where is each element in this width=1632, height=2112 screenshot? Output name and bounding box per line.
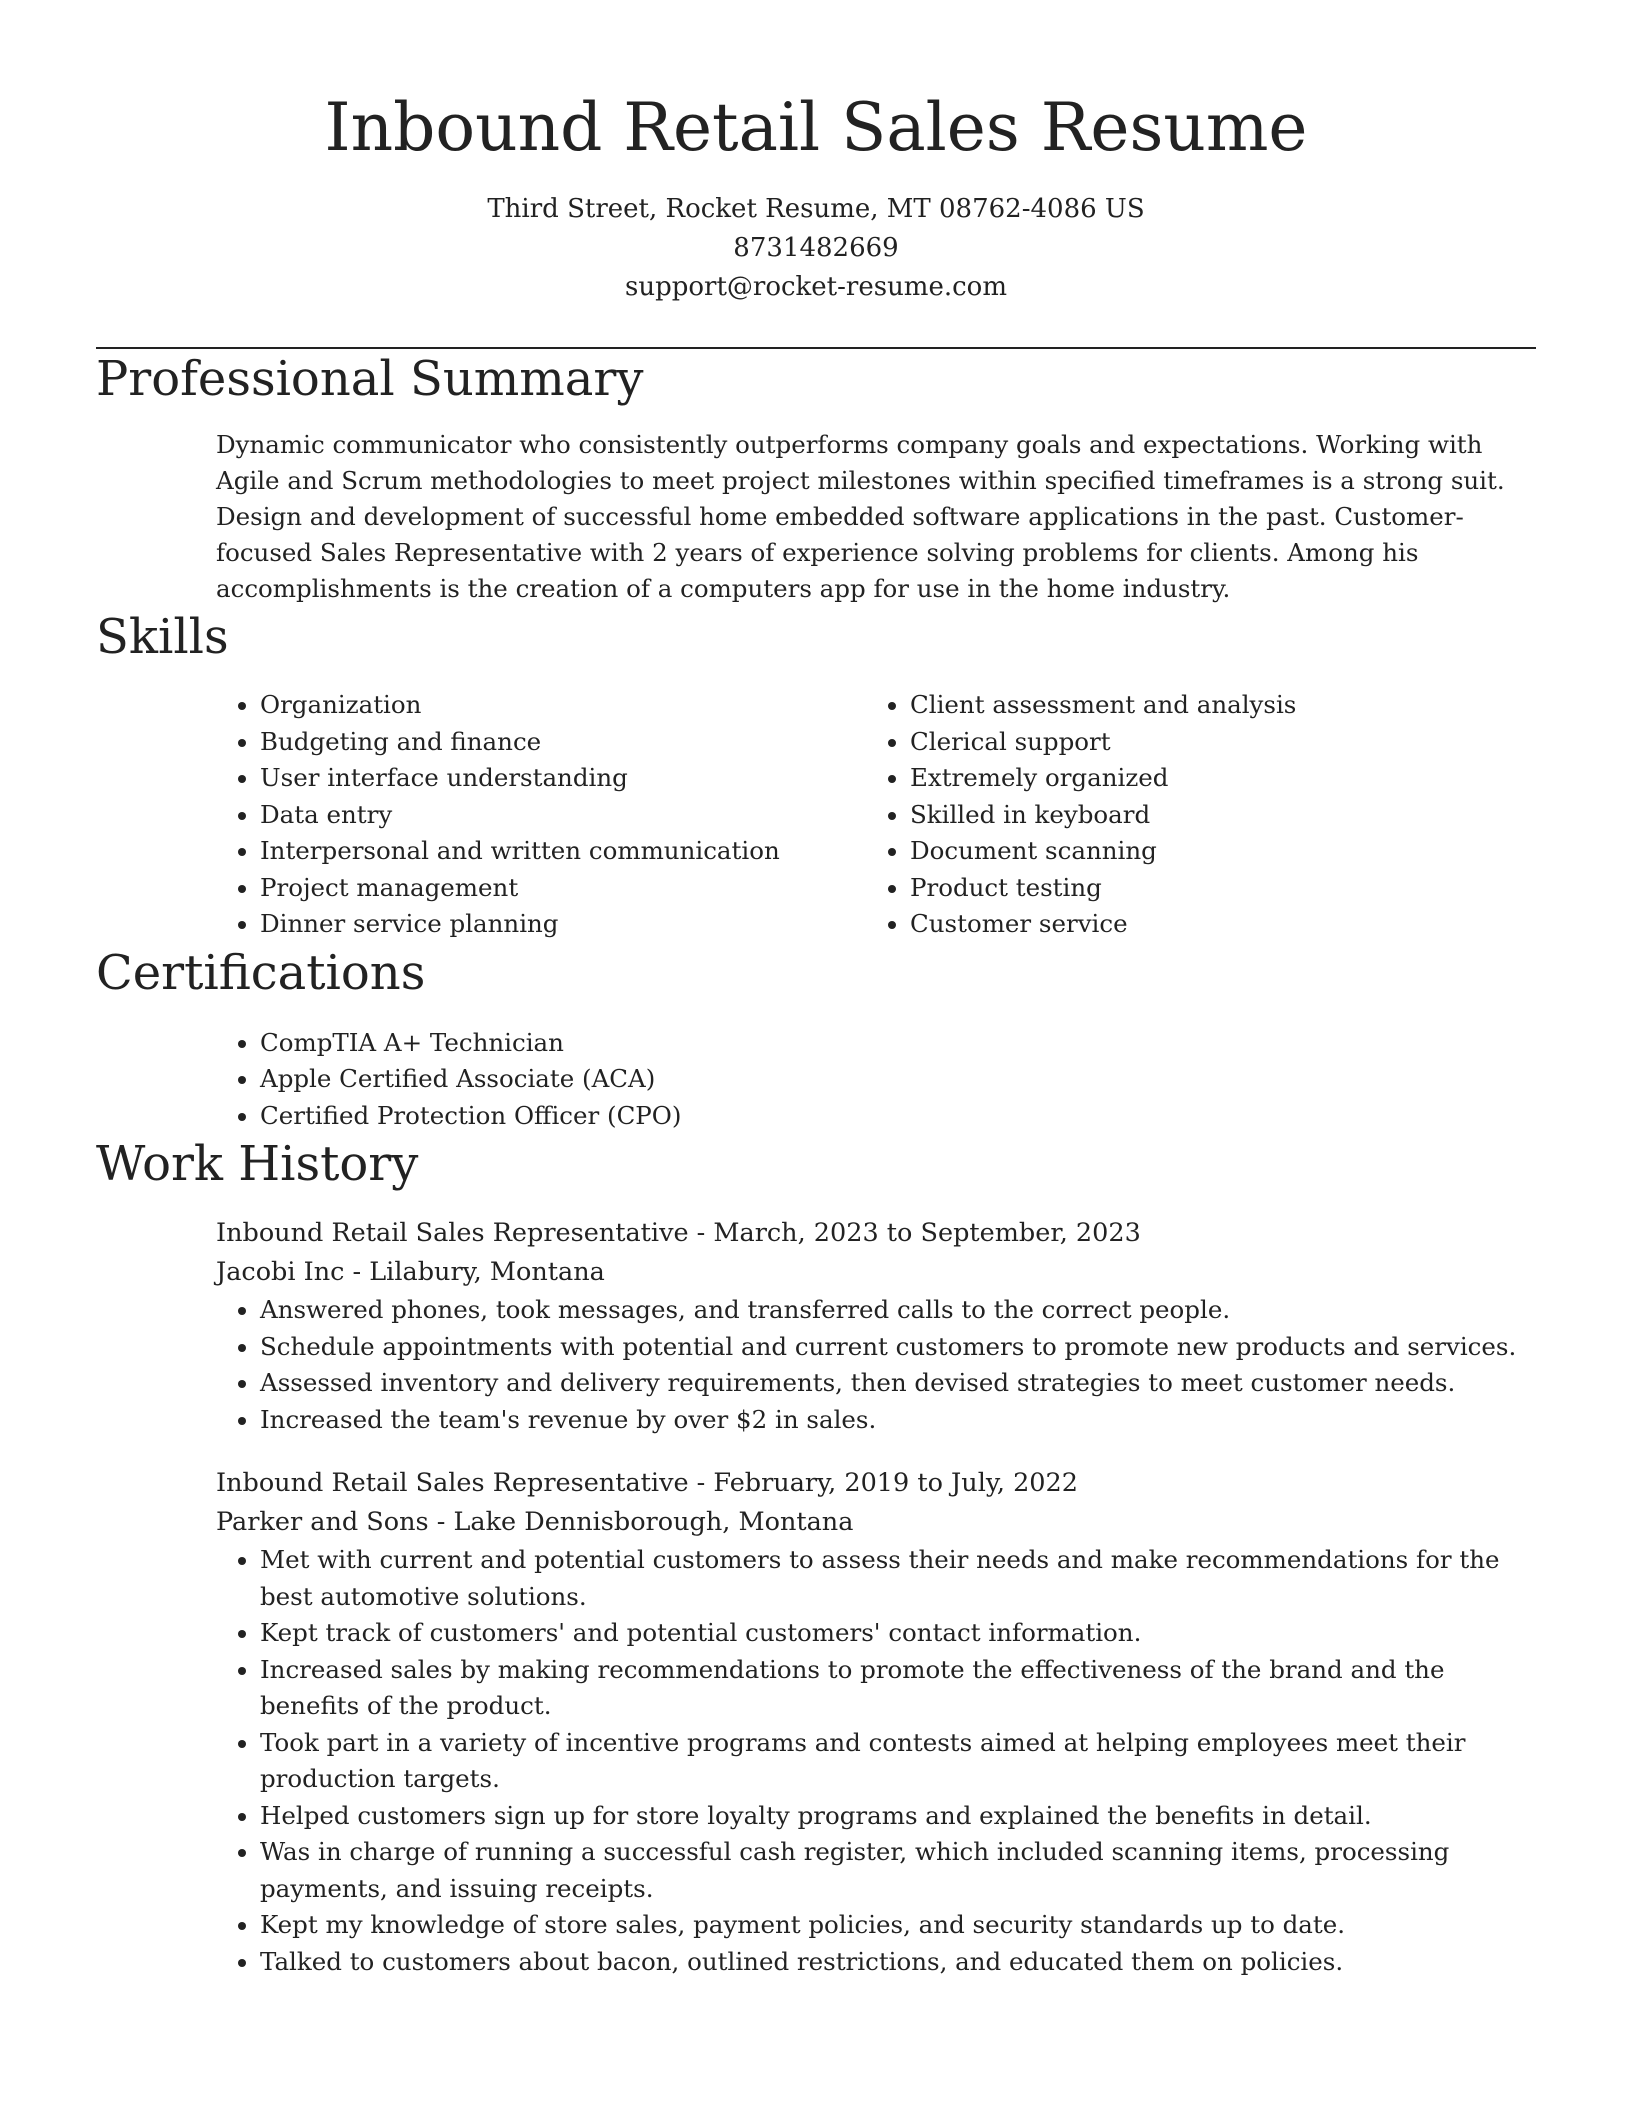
resume-page bbox=[96, 0, 1536, 1980]
skill-item: • Document scanning bbox=[910, 833, 1516, 870]
skill-item: • Product testing bbox=[910, 870, 1516, 907]
skill-item: • Interpersonal and written communication bbox=[260, 833, 866, 870]
skills-columns bbox=[216, 687, 1536, 943]
job-role: Inbound Retail Sales Representative bbox=[216, 1218, 689, 1248]
resume-title: Inbound Retail Sales Resume bbox=[324, 89, 1308, 166]
job-duty: • Was in charge of running a successful cash register, which included scanning items, processing payments, and issuing receipts. bbox=[260, 1834, 1536, 1907]
skill-item: • Client assessment and analysis bbox=[910, 687, 1516, 724]
email-text: support@rocket-resume.com bbox=[624, 272, 1007, 302]
job-duty: • Increased sales by making recommendations to promote the effectiveness of the brand and the benefits of the product. bbox=[260, 1652, 1536, 1725]
job-duty: • Talked to customers about bacon, outlined restrictions, and educated them on policies. bbox=[260, 1944, 1536, 1981]
job-duty: • Met with current and potential customers to assess their needs and make recommendations for the best automotive solutions. bbox=[260, 1542, 1536, 1615]
job-dates: March, 2023 to September, 2023 bbox=[713, 1218, 1141, 1248]
certification-item: • CompTIA A+ Technician bbox=[260, 1025, 1536, 1062]
job-company: Parker and Sons bbox=[216, 1507, 429, 1537]
phone-text: 8731482669 bbox=[733, 233, 899, 263]
skills-list-right bbox=[866, 687, 1516, 943]
resume-header bbox=[96, 0, 1536, 349]
job-location: Lilabury, Montana bbox=[369, 1257, 605, 1287]
job-role: Inbound Retail Sales Representative bbox=[216, 1468, 689, 1498]
job-duty: • Schedule appointments with potential and current customers to promote new products and services. bbox=[260, 1329, 1536, 1366]
job-duties-list bbox=[216, 1542, 1536, 1980]
job-duty: • Increased the team's revenue by over $2 in sales. bbox=[260, 1402, 1536, 1439]
certification-item: • Apple Certified Associate (ACA) bbox=[260, 1061, 1536, 1098]
certifications-list-wrap bbox=[216, 1025, 1536, 1135]
skills-heading: Skills bbox=[96, 609, 229, 665]
job-entry bbox=[216, 1214, 1536, 1438]
summary-section bbox=[96, 349, 1536, 607]
job-title-line: Inbound Retail Sales Representative - March, 2023 to September, 2023 bbox=[216, 1218, 1141, 1248]
job-duties-list bbox=[216, 1292, 1536, 1438]
certifications-heading: Certifications bbox=[96, 944, 426, 1001]
contact-info bbox=[96, 190, 1536, 307]
job-duty: • Helped customers sign up for store loyalty programs and explained the benefits in detail. bbox=[260, 1798, 1536, 1835]
certification-item: • Certified Protection Officer (CPO) bbox=[260, 1098, 1536, 1135]
job-dates: February, 2019 to July, 2022 bbox=[713, 1468, 1078, 1498]
work-history-section bbox=[96, 1134, 1536, 1980]
summary-text: Dynamic communicator who consistently outperforms company goals and expectations. Working with Agile and Scrum methodologies to meet project milestones within specified timeframes is a strong suit. Design and development of successful home embedded software applications in the past. Customer-focused Sales Representative with 2 years of experience solving problems for clients. Among his accomplishments is the creation of a computers app for use in the home industry. bbox=[216, 430, 1505, 603]
address-text: Third Street, Rocket Resume, MT 08762-4086 US bbox=[487, 194, 1145, 224]
job-duty: • Kept track of customers' and potential customers' contact information. bbox=[260, 1615, 1536, 1652]
skill-item: • Organization bbox=[260, 687, 866, 724]
skill-item: • Extremely organized bbox=[910, 760, 1516, 797]
job-duty: • Answered phones, took messages, and transferred calls to the correct people. bbox=[260, 1292, 1536, 1329]
summary-heading: Professional Summary bbox=[96, 351, 644, 407]
skill-item: • User interface understanding bbox=[260, 760, 866, 797]
skill-item: • Dinner service planning bbox=[260, 906, 866, 943]
job-duty: • Assessed inventory and delivery requirements, then devised strategies to meet customer needs. bbox=[260, 1365, 1536, 1402]
skills-section bbox=[96, 607, 1536, 943]
skill-item: • Skilled in keyboard bbox=[910, 797, 1516, 834]
job-duty: • Took part in a variety of incentive programs and contests aimed at helping employees meet their production targets. bbox=[260, 1725, 1536, 1798]
skills-list-left bbox=[216, 687, 866, 943]
skills-column-left bbox=[216, 687, 866, 943]
job-company: Jacobi Inc bbox=[216, 1257, 345, 1287]
job-duty: • Kept my knowledge of store sales, payment policies, and security standards up to date. bbox=[260, 1907, 1536, 1944]
certifications-list bbox=[216, 1025, 1536, 1135]
skill-item: • Project management bbox=[260, 870, 866, 907]
skill-item: • Budgeting and finance bbox=[260, 724, 866, 761]
skills-column-right bbox=[866, 687, 1516, 943]
job-location: Lake Dennisborough, Montana bbox=[453, 1507, 854, 1537]
certifications-section bbox=[96, 943, 1536, 1135]
job-company-line: Parker and Sons - Lake Dennisborough, Montana bbox=[216, 1507, 854, 1537]
skill-item: • Clerical support bbox=[910, 724, 1516, 761]
job-company-line: Jacobi Inc - Lilabury, Montana bbox=[216, 1257, 605, 1287]
work-history-heading: Work History bbox=[96, 1136, 419, 1192]
job-title-line: Inbound Retail Sales Representative - February, 2019 to July, 2022 bbox=[216, 1468, 1078, 1498]
skill-item: • Data entry bbox=[260, 797, 866, 834]
job-entry bbox=[216, 1464, 1536, 1980]
skill-item: • Customer service bbox=[910, 906, 1516, 943]
